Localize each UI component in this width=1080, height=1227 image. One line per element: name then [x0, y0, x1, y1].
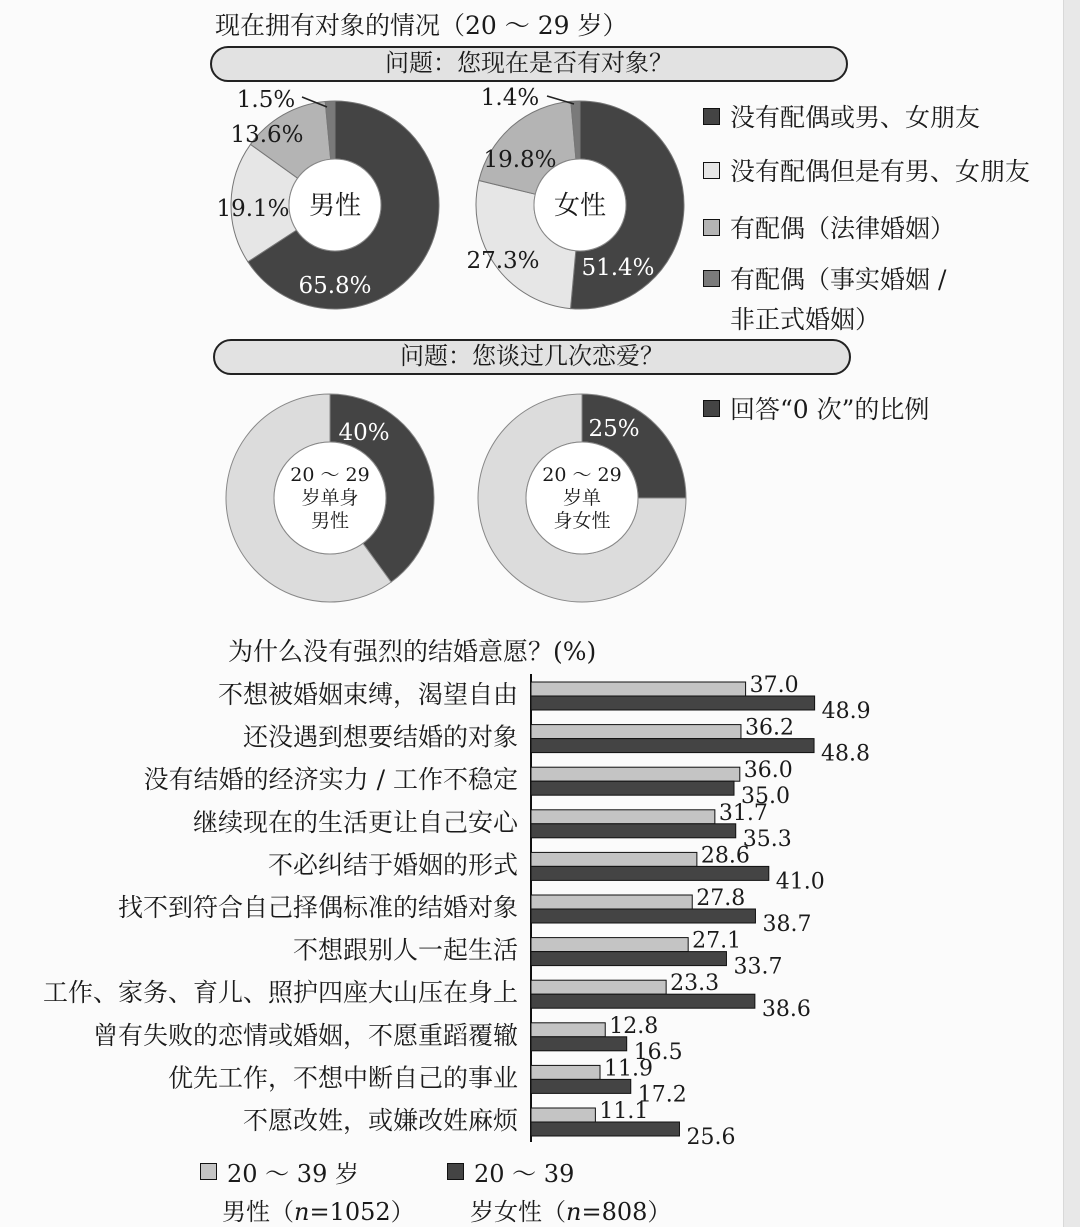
donut-chart-single-women — [462, 378, 702, 618]
legend-status-item — [703, 98, 980, 134]
bar-value-label-men: 27.8 — [696, 886, 746, 911]
bar-value-label-women: 16.5 — [633, 1039, 683, 1065]
legend-zero-swatch — [703, 400, 720, 417]
bar-women — [531, 1079, 631, 1093]
bar-value-label-women: 35.3 — [742, 826, 792, 852]
bar-men — [531, 1023, 605, 1037]
bar-value-label-women: 35.0 — [741, 784, 790, 810]
bar-legend-men-swatch — [200, 1163, 217, 1180]
bar-value-label-men: 23.3 — [670, 971, 720, 997]
bar-legend-men-line1: 20 ～ 39 岁 — [227, 1160, 359, 1188]
legend-status-item — [703, 209, 955, 245]
legend-status-item — [703, 152, 1030, 188]
bar-category-label: 工作、家务、育儿、照护四座大山压在身上 — [42, 978, 518, 1008]
question2-pill: 问题：您谈过几次恋爱？ — [213, 339, 851, 375]
bar-chart — [0, 668, 1060, 1148]
bar-women — [531, 739, 814, 753]
donut-center-label: 岁单 — [562, 487, 602, 509]
bar-women — [531, 909, 755, 923]
bar-women — [531, 781, 734, 795]
legend-status-item — [703, 260, 946, 296]
bar-legend-women-line2: 岁女性（n=808） — [470, 1198, 672, 1226]
bar-category-label: 还没遇到想要结婚的对象 — [242, 722, 518, 752]
legend-status-label: 没有配偶但是有男、女朋友 — [730, 157, 1031, 186]
bar-legend-women-swatch — [447, 1163, 464, 1180]
donut-center-label: 20 ～ 29 — [290, 464, 370, 486]
legend-status-swatch — [703, 270, 720, 287]
donut-value-label: 19.8% — [483, 147, 557, 173]
legend-zero-times — [703, 390, 929, 426]
question1-pill: 问题：您现在是否有对象？ — [210, 46, 848, 82]
bar-value-label-men: 36.2 — [744, 715, 794, 741]
bar-category-label: 不想被婚姻束缚，渴望自由 — [217, 680, 518, 709]
legend-status-label: 有配偶（事实婚姻 / — [730, 265, 947, 294]
bar-men — [531, 1065, 600, 1079]
bar-category-label: 不必纠结于婚姻的形式 — [267, 850, 518, 880]
donut-center-label: 女性 — [553, 191, 607, 221]
donut-center-label: 男性 — [310, 510, 350, 532]
donut-value-label: 13.6% — [230, 122, 304, 148]
legend-status-swatch — [703, 162, 720, 179]
bar-men — [531, 852, 697, 866]
bar-category-label: 优先工作，不想中断自己的事业 — [167, 1063, 518, 1093]
bar-value-label-men: 36.0 — [743, 758, 793, 784]
bar-value-label-women: 38.7 — [762, 912, 812, 937]
bar-men — [531, 895, 692, 909]
bar-value-label-men: 28.6 — [700, 843, 750, 869]
bar-value-label-women: 25.6 — [686, 1125, 736, 1148]
bar-value-label-men: 11.9 — [604, 1056, 654, 1082]
donut-value-label: 1.4% — [480, 85, 540, 111]
donut-center-label: 岁单身 — [301, 487, 359, 509]
donut-chart-men — [215, 85, 455, 325]
donut-center-label: 20 ～ 29 — [542, 464, 622, 486]
bar-men — [531, 767, 740, 781]
bar-chart-title: 为什么没有强烈的结婚意愿？(%) — [228, 637, 597, 666]
donut-value-label: 65.8% — [298, 273, 372, 299]
donut-center-label: 男性 — [308, 191, 362, 221]
donut-value-label: 40% — [338, 420, 390, 446]
bar-women — [531, 952, 726, 966]
legend-status-label: 有配偶（法律婚姻） — [730, 214, 956, 243]
donut-value-label: 51.4% — [581, 255, 655, 281]
bar-category-label: 曾有失败的恋情或婚姻，不愿重蹈覆辙 — [92, 1020, 518, 1050]
bar-value-label-men: 27.1 — [692, 928, 742, 954]
bar-women — [531, 696, 815, 710]
adjacent-page-edge — [1063, 0, 1080, 1227]
donut-value-label: 25% — [588, 416, 640, 442]
bar-men — [531, 725, 741, 739]
bar-value-label-women: 17.2 — [637, 1082, 687, 1108]
legend-status-swatch — [703, 108, 720, 125]
bar-women — [531, 994, 755, 1008]
donut-value-label: 19.1% — [216, 196, 290, 222]
legend-zero-label: 回答“0 次”的比例 — [730, 395, 930, 424]
bar-value-label-men: 12.8 — [609, 1013, 659, 1039]
donut-chart-single-men — [210, 378, 450, 618]
bar-value-label-women: 48.8 — [821, 741, 871, 767]
legend-status-label-line2: 非正式婚姻） — [730, 305, 881, 334]
donut-center-label: 身女性 — [553, 510, 611, 532]
bar-men — [531, 810, 715, 824]
bar-value-label-men: 37.0 — [749, 673, 799, 698]
bar-legend-women-line1: 20 ～ 39 — [474, 1160, 575, 1188]
bar-category-label: 没有结婚的经济实力 / 工作不稳定 — [143, 765, 518, 795]
bar-category-label: 找不到符合自己择偶标准的结婚对象 — [117, 893, 518, 922]
bar-value-label-women: 33.7 — [733, 954, 783, 980]
bar-category-label: 不愿改姓，或嫌改姓麻烦 — [242, 1106, 518, 1135]
bar-value-label-men: 31.7 — [718, 800, 768, 826]
bar-women — [531, 1122, 679, 1136]
bar-men — [531, 980, 666, 994]
bar-value-label-women: 38.6 — [761, 997, 811, 1023]
bar-women — [531, 1037, 627, 1051]
legend-status-label: 没有配偶或男、女朋友 — [730, 103, 981, 132]
donut-chart-women — [460, 85, 700, 325]
bar-category-label: 继续现在的生活更让自己安心 — [192, 807, 518, 837]
bar-men — [531, 938, 688, 952]
bar-value-label-women: 48.9 — [821, 699, 871, 724]
bar-value-label-women: 41.0 — [775, 869, 825, 895]
bar-women — [531, 866, 769, 880]
bar-women — [531, 824, 736, 838]
donut-value-label: 27.3% — [466, 248, 540, 274]
bar-value-label-men: 11.1 — [599, 1099, 649, 1124]
bar-legend-men-line2: 男性（n=1052） — [222, 1198, 415, 1226]
legend-status-swatch — [703, 219, 720, 236]
section1-title: 现在拥有对象的情况（20 ～ 29 岁） — [215, 11, 628, 40]
bar-men — [531, 682, 746, 696]
bar-men — [531, 1108, 595, 1122]
bar-category-label: 不想跟别人一起生活 — [292, 935, 518, 965]
donut-value-label: 1.5% — [236, 87, 296, 113]
